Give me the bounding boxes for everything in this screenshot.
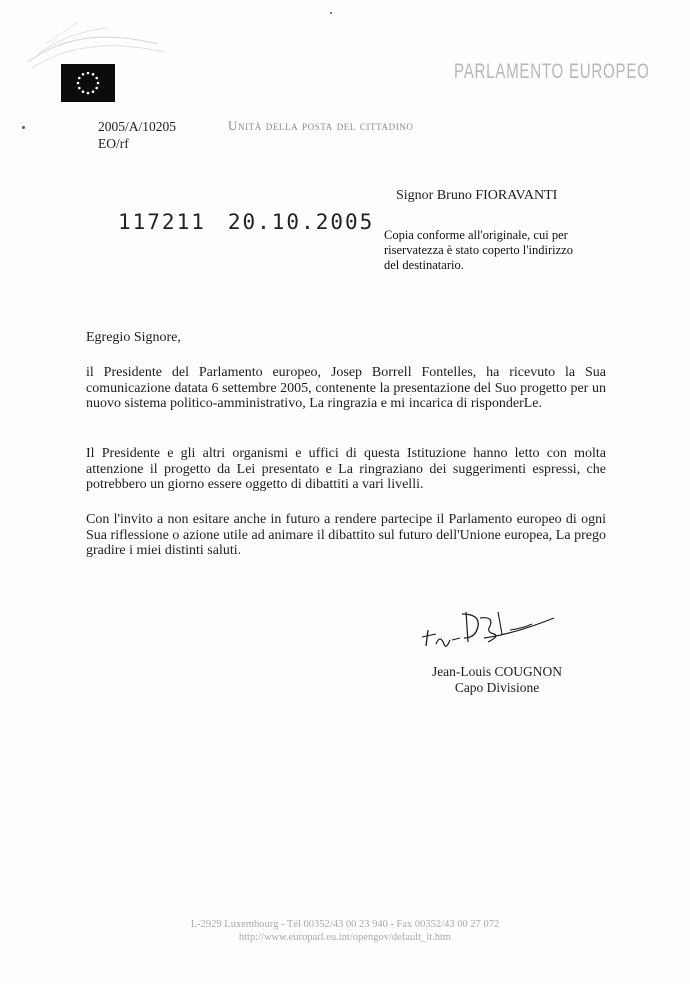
handwritten-signature xyxy=(414,604,564,664)
institution-name: PARLAMENTO EUROPEO xyxy=(454,60,650,83)
salutation: Egregio Signore, xyxy=(86,330,181,345)
reference-number: 2005/A/10205 xyxy=(98,119,177,134)
scan-speck xyxy=(330,12,332,14)
unit-name: Unità della posta del cittadino xyxy=(228,118,414,133)
signer-block xyxy=(427,664,567,696)
scan-speck xyxy=(22,126,25,129)
reference-block xyxy=(98,118,176,152)
footer-url: http://www.europarl.eu.int/opengov/default_it.htm xyxy=(238,932,452,943)
recipient-name: Signor Bruno FIORAVANTI xyxy=(396,188,558,203)
body-paragraph: il Presidente del Parlamento europeo, Josep Borrell Fontelles, ha ricevuto la Sua comunicazione datata 6 settembre 2005, contenente la presentazione del Suo progetto per un nuovo sistema politico-amministrativo, La ringrazia e mi incarica di risponderLe. xyxy=(86,365,606,412)
signer-title: Capo Divisione xyxy=(454,680,540,695)
stamp-number: 117211 xyxy=(118,210,206,234)
copy-conformity-note: Copia conforme all'originale, cui per riservatezza è stato coperto l'indirizzo del destinatario. xyxy=(384,228,573,272)
signer-name: Jean-Louis COUGNON xyxy=(431,664,563,679)
eu-flag-icon xyxy=(61,64,115,102)
stamp-date: 20.10.2005 xyxy=(227,210,375,234)
footer-address: L-2929 Luxembourg - Tél 00352/43 00 23 940 - Fax 00352/43 00 27 072 xyxy=(190,919,500,930)
footer xyxy=(150,918,540,944)
registration-stamp xyxy=(118,210,374,234)
reference-initials: EO/rf xyxy=(98,136,129,151)
body-paragraph: Il Presidente e gli altri organismi e uffici di questa Istituzione hanno letto con molta attenzione il progetto da Lei presentato e La ringraziano dei suggerimenti espressi, che potrebbero un giorno essere oggetto di dibattiti a vari livelli. xyxy=(86,446,606,493)
body-paragraph: Con l'invito a non esitare anche in futuro a rendere partecipe il Parlamento europeo di ogni Sua riflessione o azione utile ad animare il dibattito sul futuro dell'Unione europea, La prego gradire i miei distinti saluti. xyxy=(86,512,606,559)
